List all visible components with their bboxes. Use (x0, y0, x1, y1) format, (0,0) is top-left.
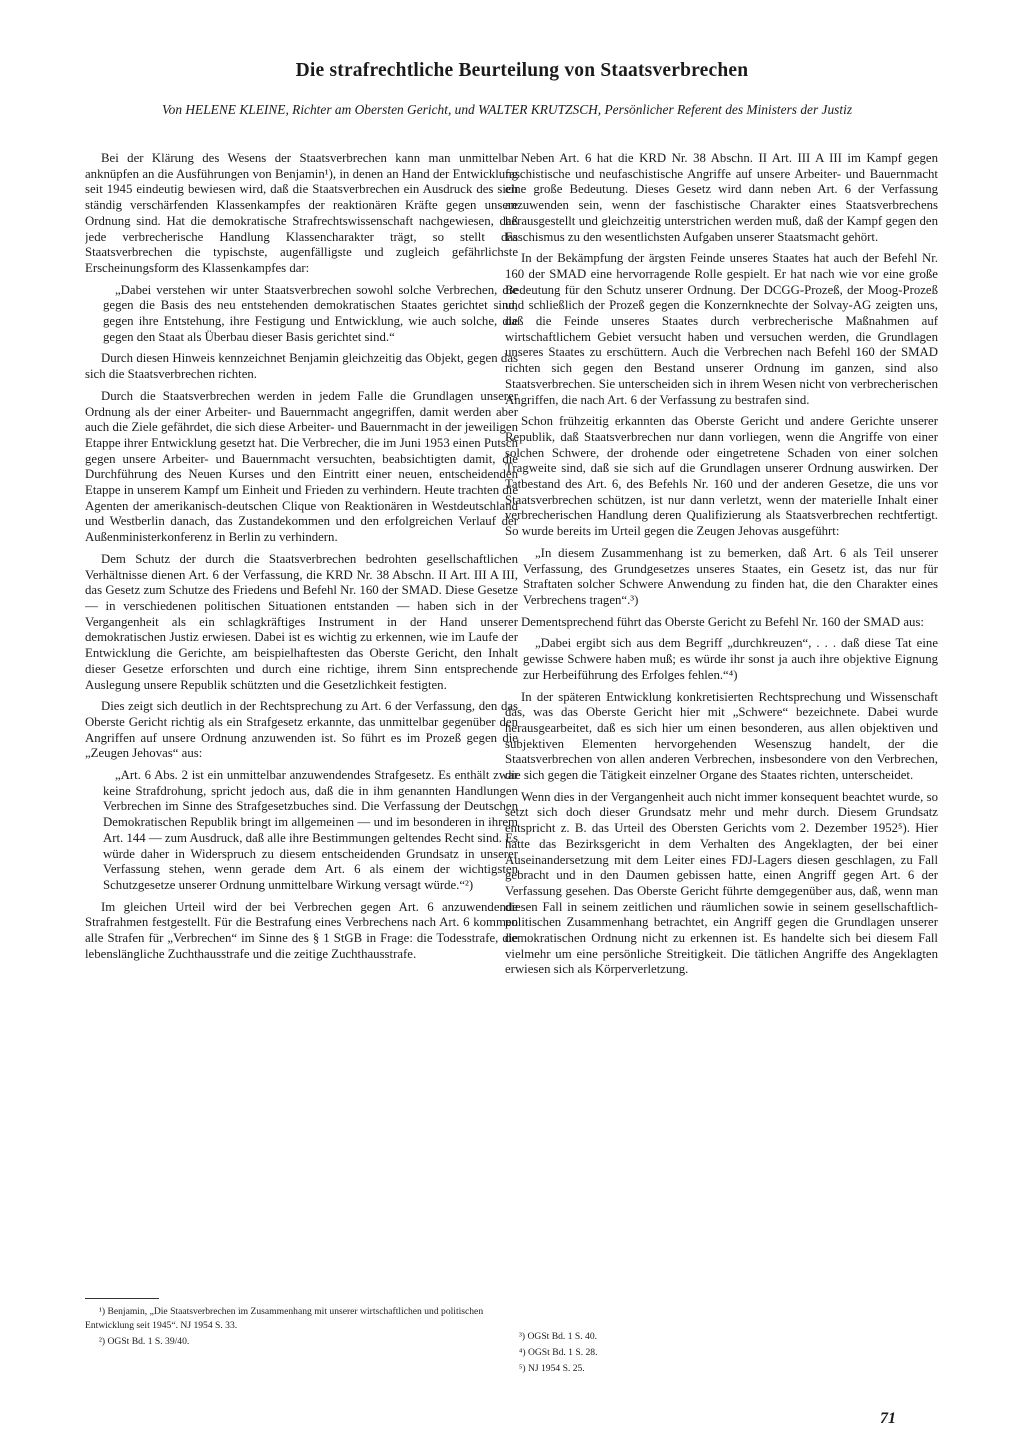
paragraph: Dies zeigt sich deutlich in der Rechtsprechung zu Art. 6 der Verfassung, den das Oberste Gericht richtig als ein Strafgesetz erkannte, das unmittelbar gegenüber den Angriffen auf unsere Ordnung anzuwenden ist. So führt es im Prozeß gegen die „Zeugen Jehovas“ aus: (85, 699, 518, 761)
footnote: ³) OGSt Bd. 1 S. 40. (519, 1331, 598, 1342)
paragraph: Durch diesen Hinweis kennzeichnet Benjamin gleichzeitig das Objekt, gegen das sich die Staatsverbrechen richten. (85, 351, 518, 382)
footnote: ⁴) OGSt Bd. 1 S. 28. (519, 1347, 598, 1358)
article-title: Die strafrechtliche Beurteilung von Staatsverbrechen (295, 60, 749, 81)
block-quote: „Dabei verstehen wir unter Staatsverbrechen sowohl solche Verbrechen, die gegen die Basis des neu entstehenden demokratischen Staates gerichtet sind, gegen ihre Entstehung, ihre Festigung und Entwicklung, wie auch solche, die gegen den Staat als Überbau dieser Basis gerichtet sind.“ (103, 282, 518, 344)
article-byline: Von HELENE KLEINE, Richter am Obersten Gericht, und WALTER KRUTZSCH, Persönlicher Referent des Ministers der Justiz (161, 102, 853, 117)
paragraph: Schon frühzeitig erkannten das Oberste Gericht und andere Gerichte unserer Republik, daß Staatsverbrechen nur dann vorliegen, wenn die Angriffe von einer solchen Schwere, der drohende oder eingetretene Schaden von einer solchen Tragweite sind, daß sie sich auf die Grundlagen unserer Ordnung auswirken. Der Tatbestand des Art. 6, des Befehls Nr. 160 und der anderen Gesetze, die uns vor Staatsverbrechen schützen, ist nur dann verletzt, wenn der materielle Inhalt einer verbrecherischen Handlung deren Qualifizierung als Staatsverbrechen rechtfertigt. So wurde bereits im Urteil gegen die Zeugen Jehovas ausgeführt: (505, 414, 938, 539)
footnotes-right (505, 1330, 938, 1378)
footnote: ⁵) NJ 1954 S. 25. (519, 1363, 585, 1374)
paragraph: In der Bekämpfung der ärgsten Feinde unseres Staates hat auch der Befehl Nr. 160 der SMAD eine hervorragende Rolle gespielt. Er hat nach wie vor eine große Bedeutung für den Schutz unserer Ordnung. Der DCGG-Prozeß, der Moog-Prozeß und schließlich der Prozeß gegen die Konzernknechte der Solvay-AG zeigten uns, daß die Feinde unseres Staates durch verbrecherische Maßnahmen auf wirtschaftlichem Gebiet versucht haben und versuchen werden, die Grundlagen unseres Staates zu erschüttern. Auch die Verbrechen nach Befehl 160 der SMAD richten sich gegen den Bestand unserer Ordnung im ganzen, sind also Staatsverbrechen. Sie unterscheiden sich in ihrem Wesen nicht von verbrecherischen Angriffen, die nach Art. 6 der Verfassung zu bestrafen sind. (505, 251, 938, 407)
paragraph: Wenn dies in der Vergangenheit auch nicht immer konsequent beachtet wurde, so setzt sich doch dieser Grundsatz mehr und mehr durch. Diesem Grundsatz entspricht z. B. das Urteil des Obersten Gerichts vom 2. Dezember 1952⁵). Hier hatte das Bezirksgericht in dem Verhalten des Angeklagten, der bei einer Auseinandersetzung mit dem Leiter eines FDJ-Lagers diesen geschlagen, zu Fall gebracht und in den Daumen gebissen hatte, einen Angriff gegen Art. 6 der Verfassung gesehen. Das Oberste Gericht führte demgegenüber aus, daß, wenn man diesen Fall in seinem zeitlichen und räumlichen sowie in seinem gesellschaftlich-politischen Zusammenhang betrachtet, ein Angriff gegen die Grundlagen unserer demokratischen Ordnung nicht zu erkennen ist. Es handelte sich bei diesem Fall vielmehr um eine persönliche Streitigkeit. Die tätlichen Angriffe des Angeklagten erwiesen sich als Körperverletzung. (505, 789, 938, 977)
paragraph: Dementsprechend führt das Oberste Gericht zu Befehl Nr. 160 der SMAD aus: (521, 614, 924, 629)
footnotes-left (85, 1298, 518, 1351)
paragraph: Neben Art. 6 hat die KRD Nr. 38 Abschn. II Art. III A III im Kampf gegen faschistische und neufaschistische Angriffe auf unsere Arbeiter- und Bauernmacht eine große Bedeutung. Dieses Gesetz wird dann neben Art. 6 der Verfassung anzuwenden sein, wenn der faschistische Charakter eines Staatsverbrechens herausgestellt und gleichzeitig unterstrichen werden muß, daß der Kampf gegen den Faschismus zu den wesentlichsten Aufgaben unserer Staatsmacht gehört. (505, 151, 938, 244)
page-number: 71 (880, 1410, 896, 1427)
block-quote: „In diesem Zusammenhang ist zu bemerken, daß Art. 6 als Teil unserer Verfassung, des Grundgesetzes unseres Staates, ein Gesetz ist, das nur für Straftaten solcher Schwere Anwendung zu finden hat, die den Charakter eines Verbrechens tragen“.³) (523, 545, 938, 607)
right-column (505, 151, 938, 1286)
footnote: ¹) Benjamin, „Die Staatsverbrechen im Zusammenhang mit unserer wirtschaftlichen und politischen Entwicklung seit 1945“. NJ 1954 S. 33. (85, 1306, 484, 1331)
paragraph: In der späteren Entwicklung konkretisierten Rechtsprechung und Wissenschaft das, was das Oberste Gericht hier mit „Schwere“ bezeichnete. Dabei wurde herausgearbeitet, daß es sich hier um einen besonderen, aus allen objektiven und subjektiven Elementen hervorgehenden Wesenszug handelt, der die Staatsverbrechen von allen anderen Verbrechen, insbesondere von den Verbrechen, die sich gegen die Tätigkeit einzelner Organe des Staates richten, unterscheidet. (505, 689, 938, 783)
footnote: ²) OGSt Bd. 1 S. 39/40. (99, 1336, 190, 1347)
left-column (85, 151, 518, 1286)
paragraph: Durch die Staatsverbrechen werden in jedem Falle die Grundlagen unserer Ordnung als der einer Arbeiter- und Bauernmacht angegriffen, damit werden aber auch die Ziele gefährdet, die sich diese Arbeiter- und Bauernmacht in der jeweiligen Etappe ihrer Entwicklung gesetzt hat. Die Verbrecher, die im Juni 1953 einen Putsch gegen unsere Arbeiter- und Bauernmacht versuchten, beabsichtigten damit, die Durchführung des Neuen Kurses und den Eintritt einer neuen, entscheidenden Etappe in unserem Kampf um Einheit und Frieden zu verhindern. Heute trachten die Agenten der amerikanisch-deutschen Clique von Reaktionären in Westdeutschland und Westberlin danach, das Zustandekommen und den erfolgreichen Verlauf der Außenministerkonferenz in Berlin zu verhindern. (85, 388, 518, 545)
paragraph: Dem Schutz der durch die Staatsverbrechen bedrohten gesellschaftlichen Verhältnisse dienen Art. 6 der Verfassung, die KRD Nr. 38 Abschn. II Art. III A III, das Gesetz zum Schutze des Friedens und Befehl Nr. 160 der SMAD. Diese Gesetze — in verschiedenen politischen Situationen entstanden — haben sich in der Vergangenheit als ein schlagkräftiges Instrument in der Hand unserer demokratischen Justiz erwiesen. Dabei ist es wichtig zu erkennen, wie im Laufe der Entwicklung die Gerichte, am beispielhaftesten das Oberste Gericht, den Inhalt dieser Gesetze erforschten und durch eine richtige, ihrem Sinn entsprechende Auslegung unsere Republik schützten und die Gesetzlichkeit festigten. (85, 551, 518, 692)
paragraph: Im gleichen Urteil wird der bei Verbrechen gegen Art. 6 anzuwendende Strafrahmen festgestellt. Für die Bestrafung eines Verbrechens nach Art. 6 kommen alle Strafen für „Verbrechen“ im Sinne des § 1 StGB in Frage: die Todesstrafe, die lebenslängliche Zuchthausstrafe und die zeitige Zuchthausstrafe. (85, 899, 518, 961)
block-quote: „Art. 6 Abs. 2 ist ein unmittelbar anzuwendendes Strafgesetz. Es enthält zwar keine Strafdrohung, spricht jedoch aus, daß die in ihm genannten Handlungen Verbrechen im Sinne des Strafgesetzbuches sind. Die Verfassung der Deutschen Demokratischen Republik bringt im allgemeinen — und im besonderen in ihrem Art. 144 — zum Ausdruck, daß alle ihre Bestimmungen geltendes Recht sind. Es würde daher in Widerspruch zu diesem entscheidenden Grundsatz in unserer Verfassung stehen, wenn gerade dem Art. 6 als einem der wichtigsten Schutzgesetze unserer Ordnung unmittelbare Wirkung versagt würde.“²) (103, 768, 518, 892)
block-quote: „Dabei ergibt sich aus dem Begriff „durchkreuzen“, . . . daß diese Tat eine gewisse Schwere haben muß; es würde ihr sonst ja auch ihre objektive Eignung zur Herbeiführung des Erfolges fehlen.“⁴) (523, 636, 938, 682)
paragraph: Bei der Klärung des Wesens der Staatsverbrechen kann man unmittelbar anknüpfen an die Ausführungen von Benjamin¹), in denen an Hand der Entwicklung seit 1945 eindeutig bewiesen wird, daß die Staatsverbrechen ein Ausdruck des sich ständig verschärfenden Klassenkampfes der reaktionären Kräfte gegen unsere Ordnung sind. Hat die demokratische Strafrechtswissenschaft nachgewiesen, daß jede verbrecherische Handlung Klassencharakter trägt, so stellt das Staatsverbrechen die typischste, augenfälligste und zugleich gefährlichste Erscheinungsform des Klassenkampfes dar: (85, 151, 518, 275)
footnote-rule (85, 1298, 159, 1299)
